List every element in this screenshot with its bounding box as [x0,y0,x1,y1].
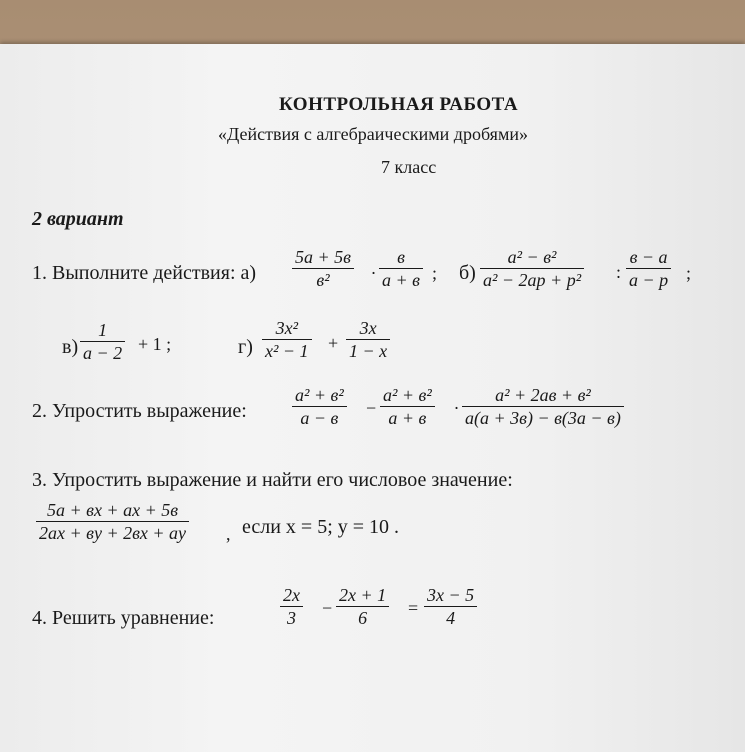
numerator: a² − в² [507,247,557,267]
task4-fraction-1 [280,584,303,629]
task1b-fraction-1 [480,246,584,291]
operator-plus: + [328,333,339,353]
numerator: a² + в² [295,385,344,405]
task1d-label: г) [238,336,253,358]
task1b-fraction-2 [626,246,671,291]
numerator: 5a + вx + ax + 5в [46,500,179,520]
numerator: 3x − 5 [427,585,475,605]
numerator: a² + в² [383,385,432,405]
numerator: в [397,247,405,267]
numerator: 1 [98,320,108,340]
task1-text: 1. Выполните действия: а) [32,262,257,284]
operator-dot: · [454,398,459,418]
operator-minus: − [366,398,377,418]
task3-fraction [36,499,189,544]
denominator: 1 − x [349,341,388,361]
task3-text: 3. Упростить выражение и найти его числовое значение: [32,469,513,491]
operator-dot: · [371,263,376,283]
task3-condition: если x = 5; y = 10 . [242,516,400,538]
task1c-fraction [80,319,125,364]
denominator: a(a + 3в) − в(3a − в) [465,408,621,428]
operator-minus: − [322,598,333,618]
plus-one: + 1 ; [138,334,172,354]
numerator: 2x [283,585,300,605]
denominator: x² − 1 [265,341,309,361]
numerator: в − a [629,247,668,267]
variant-label: 2 вариант [32,208,124,230]
operator-colon: : [616,262,622,282]
comma: , [226,524,231,544]
denominator: a − в [300,408,339,428]
separator: ; [686,263,692,283]
task2-fraction-1 [292,384,347,429]
denominator: a − p [629,270,669,290]
denominator: a − 2 [83,343,123,363]
numerator: 3x² [275,318,298,338]
denominator: 3 [287,608,296,628]
task2-fraction-3 [462,384,624,429]
task1d-fraction-1 [262,317,312,362]
denominator: 6 [358,608,368,628]
task2-text: 2. Упростить выражение: [32,400,247,422]
task4-fraction-2 [336,584,389,629]
page-subtitle: «Действия с алгебраическими дробями» [218,124,528,144]
separator: ; [432,263,438,283]
task1a-fraction-1 [292,246,354,291]
task4-fraction-3 [424,584,477,629]
grade-label: 7 класс [381,157,437,177]
task1a-fraction-2 [379,246,423,291]
denominator: a + в [382,270,420,290]
task2-fraction-2 [380,384,435,429]
denominator: в² [316,270,330,290]
task4-text: 4. Решить уравнение: [32,607,215,629]
denominator: a + в [388,408,427,428]
denominator: 4 [446,608,456,628]
numerator: 3x [359,318,377,338]
numerator: a² + 2aв + в² [495,385,591,405]
numerator: 2x + 1 [339,585,387,605]
numerator: 5a + 5в [295,247,351,267]
operator-equals: = [408,598,419,618]
task1c-label: в) [62,336,79,358]
denominator: 2ax + вy + 2вx + ay [39,523,187,543]
denominator: a² − 2ap + p² [483,270,582,290]
page-title: КОНТРОЛЬНАЯ РАБОТА [279,94,519,115]
task1d-fraction-2 [346,317,390,362]
task1b-label: б) [459,262,476,284]
